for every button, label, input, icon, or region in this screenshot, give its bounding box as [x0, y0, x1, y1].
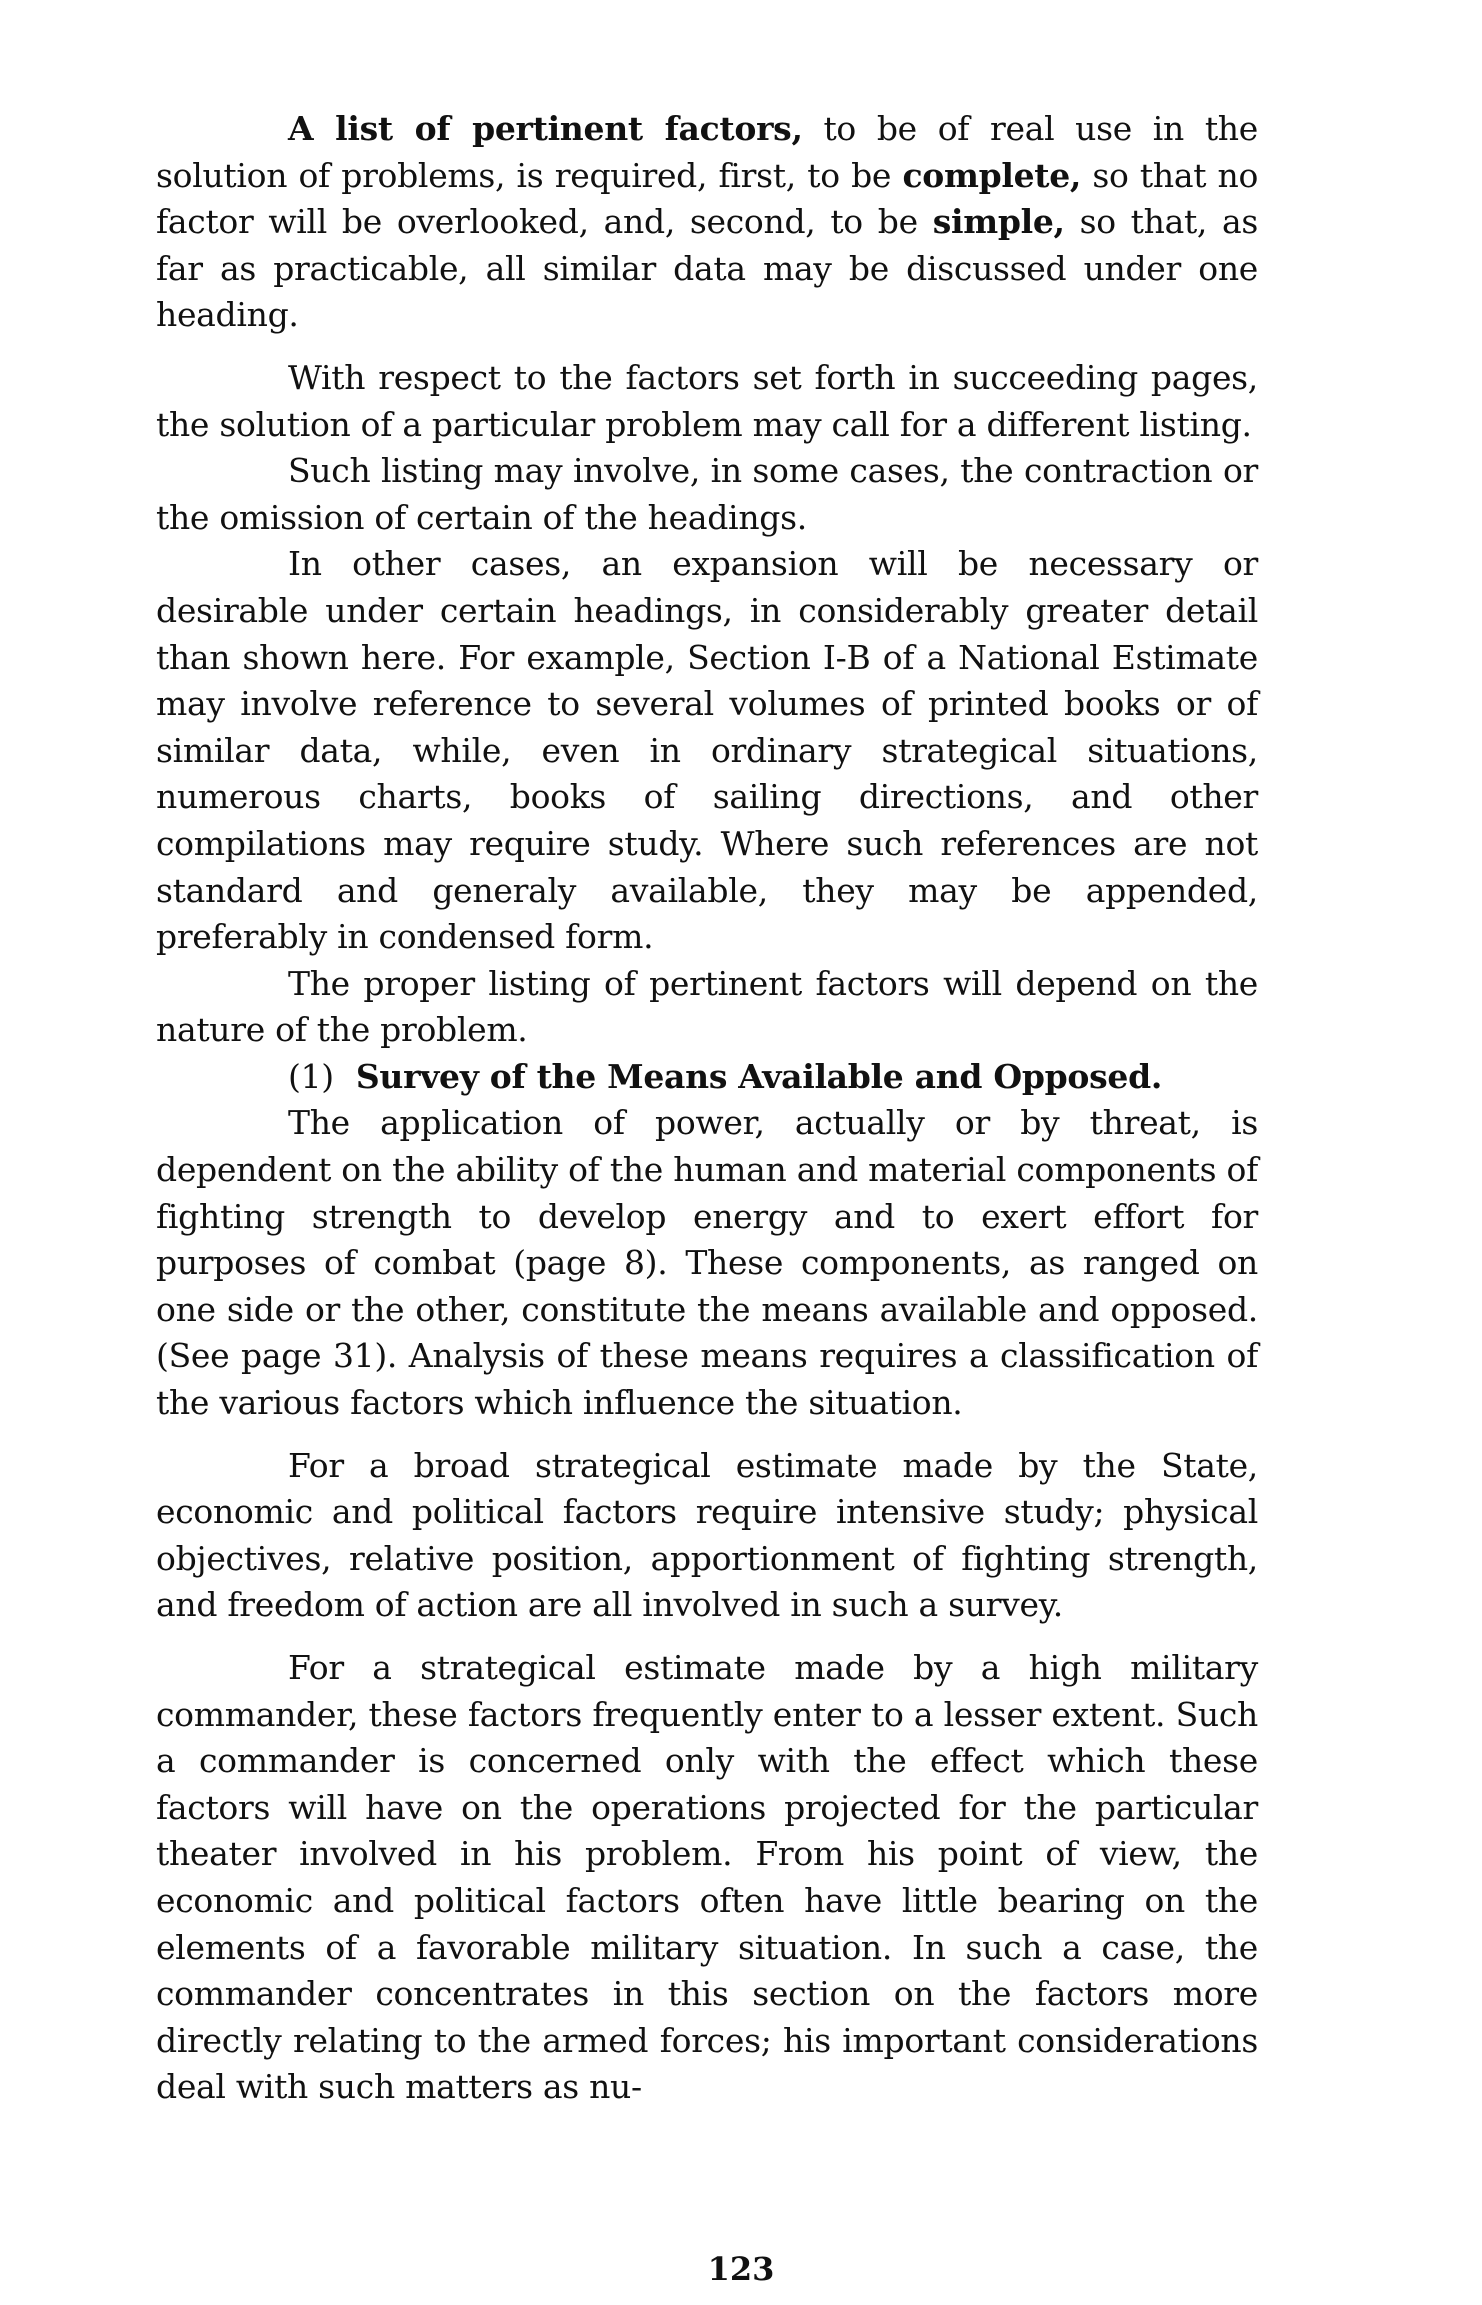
bold-lead-text: A list of pertinent factors,: [288, 109, 803, 148]
paragraph-text: so that no factor will be overlooked, and, second, to be: [156, 155, 1259, 242]
section-number: (1): [288, 1056, 334, 1096]
bold-term-simple: simple,: [932, 202, 1065, 242]
section-heading: [156, 1054, 1258, 1101]
paragraph-military-commander: For a strategical estimate made by a high military commander, these factors frequently enter to a lesser extent. Such a commander is concerned only with the effect which these factors will have on the operations projected for the particular theater involved in his problem. From his point of view, the economic and political factors often have little bearing on the elements of a favorable military situation. In such a case, the commander concentrates in this section on the factors more directly relating to the armed forces; his important considerations deal with such matters as nu-: [156, 1648, 1258, 2107]
page-number: 123: [707, 2250, 775, 2288]
paragraph-other-cases: In other cases, an expansion will be necessary or desirable under certain headings, in considerably greater detail than shown here. For example, Section I-B of a National Estimate may involve reference to several volumes of printed books or of similar data, while, even in ordinary strategical situations, numerous charts, books of sailing directions, and other compilations may require study. Where such references are not standard and generaly available, they may be appended, preferably in condensed form.: [156, 544, 1258, 957]
paragraph-broad-estimate: For a broad strategical estimate made by the State, economic and political factors require intensive study; physical objectives, relative position, apportionment of fighting strength, and freedom of action are all involved in such a survey.: [156, 1445, 1258, 1625]
paragraph-succeeding-pages: With respect to the factors set forth in succeeding pages, the solution of a particular problem may call for a different listing.: [156, 357, 1258, 444]
paragraph-text: so that, as far as practicable, all similar data may be discussed under one heading.: [156, 202, 1258, 335]
paragraph-proper-listing: The proper listing of pertinent factors will depend on the nature of the problem.: [156, 963, 1258, 1050]
paragraph-list-of-factors: [156, 106, 1258, 339]
paragraph-such-listing: Such listing may involve, in some cases, the contraction or the omission of certain of the headings.: [156, 451, 1258, 537]
section-title: Survey of the Means Available and Opposed.: [355, 1056, 1163, 1096]
paragraph-application-of-power: The application of power, actually or by threat, is dependent on the ability of the human and material components of fighting strength to develop energy and to exert effort for purposes of combat (page 8). These components, as ranged on one side or the other, constitute the means available and opposed. (See page 31). Analysis of these means requires a classification of the various factors which influence the situation.: [156, 1103, 1258, 1423]
page-body: [156, 106, 1258, 2111]
bold-term-complete: complete,: [902, 155, 1082, 195]
paragraph-text: to be of real use in the solution of problems, is required, first, to be: [156, 109, 1258, 195]
